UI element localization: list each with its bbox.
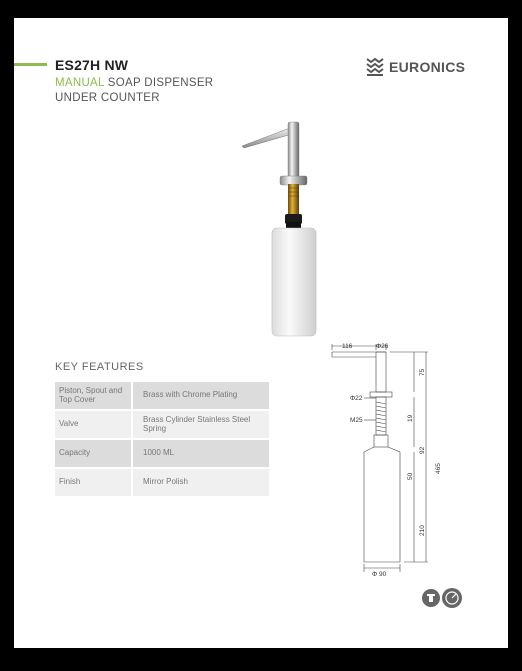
brand-logo (366, 57, 465, 77)
technical-drawing (328, 340, 478, 578)
key-features-table (55, 382, 269, 498)
product-subtitle (55, 76, 213, 106)
euronics-logo-icon (366, 57, 384, 77)
feature-row (55, 469, 269, 496)
dim-465: 465 (435, 463, 442, 474)
feature-row (55, 382, 269, 409)
dim-116: 116 (342, 343, 353, 350)
feature-value: 1000 ML (133, 440, 269, 467)
feature-value: Brass Cylinder Stainless Steel Spring (133, 411, 269, 438)
feature-label: Finish (55, 469, 131, 496)
dim-210: 210 (419, 525, 426, 536)
feature-label: Valve (55, 411, 131, 438)
hand-wash-icon (422, 589, 440, 607)
subtitle-rest: SOAP DISPENSER (104, 77, 214, 89)
product-image (238, 118, 338, 340)
dim-22: Φ22 (350, 395, 363, 402)
accent-bar (14, 63, 47, 66)
feature-row (55, 411, 269, 438)
dim-50: 50 (407, 472, 414, 480)
feature-value: Brass with Chrome Plating (133, 382, 269, 409)
subtitle-accent: MANUAL (55, 77, 105, 89)
key-features-title: KEY FEATURES (55, 361, 144, 373)
dim-75: 75 (419, 368, 426, 376)
spec-sheet-page (14, 18, 508, 648)
gauge-icon (442, 588, 462, 608)
subtitle-line2: UNDER COUNTER (55, 92, 160, 104)
feature-value: Mirror Polish (133, 469, 269, 496)
feature-label: Capacity (55, 440, 131, 467)
dim-26: Φ26 (376, 343, 389, 350)
brand-name: EURONICS (389, 59, 466, 75)
dim-90: Φ 90 (372, 571, 387, 578)
dim-m25: M25 (350, 417, 363, 424)
feature-icons (422, 588, 462, 608)
feature-label: Piston, Spout and Top Cover (55, 382, 131, 409)
model-title: ES27H NW (55, 57, 129, 73)
dim-92: 92 (419, 446, 426, 454)
feature-row (55, 440, 269, 467)
dim-19: 19 (407, 414, 414, 422)
